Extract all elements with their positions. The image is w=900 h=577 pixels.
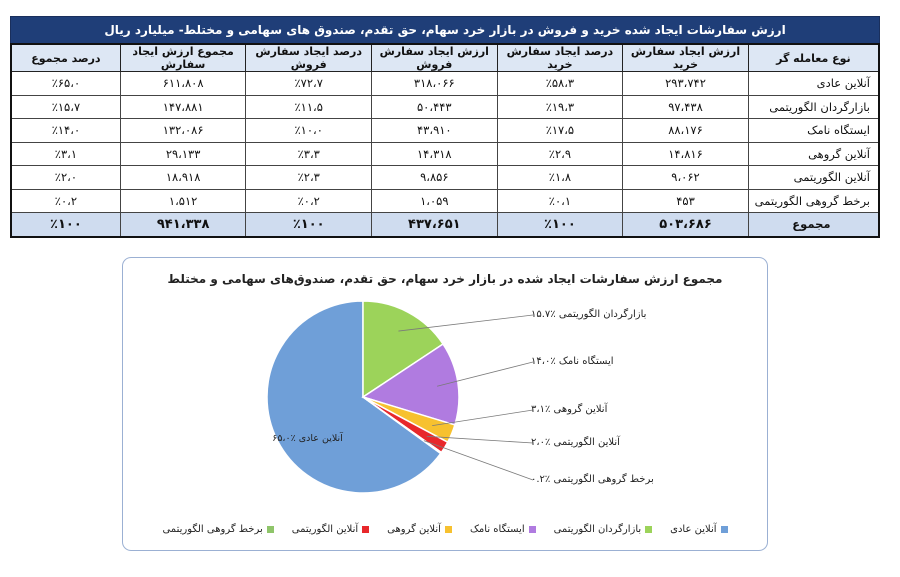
cell-total-percent: ٪۶۵،۰	[11, 72, 120, 96]
pie-label-inside: آنلاین عادی ٪۶۵،۰	[272, 432, 343, 444]
pie-label: آنلاین الگوریتمی ٪۲،۰	[531, 437, 620, 448]
legend-swatch	[267, 526, 274, 533]
cell-sell-percent: ٪۷۲،۷	[246, 72, 372, 96]
cell-trader-type: ایستگاه نامک	[748, 119, 879, 143]
cell-sell-value: ۱۴،۳۱۸	[372, 142, 498, 166]
cell-trader-type: برخط گروهی الگوریتمی	[748, 189, 879, 213]
cell-sell-percent: ٪۳،۳	[246, 142, 372, 166]
cell-sell-value: ۱،۰۵۹	[372, 189, 498, 213]
cell-sell-percent: ٪۱۱،۵	[246, 95, 372, 119]
cell-total-percent: ٪۰،۲	[11, 189, 120, 213]
legend-label: آنلاین الگوریتمی	[291, 524, 359, 535]
cell-total-percent: ٪۱۵،۷	[11, 95, 120, 119]
total-buy-percent: ٪۱۰۰	[497, 213, 623, 237]
legend-label: ایستگاه نامک	[469, 524, 525, 535]
cell-total-value: ۱،۵۱۲	[120, 189, 246, 213]
col-header-sell-value: ارزش ایجاد سفارش فروش	[372, 44, 498, 72]
cell-total-percent: ٪۲،۰	[11, 166, 120, 190]
cell-sell-value: ۹،۸۵۶	[372, 166, 498, 190]
col-header-total-percent: درصد مجموع	[11, 44, 120, 72]
col-header-trader-type: نوع معامله گر	[748, 44, 879, 72]
leader-line	[424, 441, 533, 480]
legend-label: برخط گروهی الگوریتمی	[162, 524, 263, 535]
table-row	[11, 72, 879, 96]
legend-swatch	[721, 526, 728, 533]
legend-item	[670, 524, 727, 535]
legend-swatch	[362, 526, 369, 533]
cell-total-value: ۱۴۷،۸۸۱	[120, 95, 246, 119]
cell-buy-percent: ٪۱،۸	[497, 166, 623, 190]
cell-total-value: ۱۸،۹۱۸	[120, 166, 246, 190]
cell-total-percent: ٪۱۴،۰	[11, 119, 120, 143]
cell-sell-value: ۵۰،۴۴۳	[372, 95, 498, 119]
cell-total-value: ۲۹،۱۳۳	[120, 142, 246, 166]
cell-sell-percent: ٪۲،۳	[246, 166, 372, 190]
cell-buy-value: ۱۴،۸۱۶	[623, 142, 749, 166]
chart-title: مجموع ارزش سفارشات ایجاد شده در بازار خرد سهام، حق تقدم، صندوق‌های سهامی و مختلط	[167, 272, 723, 286]
col-header-sell-percent: درصد ایجاد سفارش فروش	[246, 44, 372, 72]
cell-total-percent: ٪۳،۱	[11, 142, 120, 166]
cell-trader-type: آنلاین الگوریتمی	[748, 166, 879, 190]
cell-buy-value: ۲۹۳،۷۴۲	[623, 72, 749, 96]
cell-sell-value: ۴۳،۹۱۰	[372, 119, 498, 143]
cell-sell-percent: ٪۰،۲	[246, 189, 372, 213]
col-header-buy-percent: درصد ایجاد سفارش خرید	[497, 44, 623, 72]
cell-buy-percent: ٪۱۷،۵	[497, 119, 623, 143]
pie-label: بازارگردان الگوریتمی ٪۱۵.۷	[531, 309, 647, 320]
pie-label: آنلاین گروهی ٪۳،۱	[531, 404, 608, 415]
cell-buy-value: ۸۸،۱۷۶	[623, 119, 749, 143]
total-sell-value: ۴۳۷،۶۵۱	[372, 213, 498, 237]
legend-item	[387, 524, 452, 535]
total-sell-percent: ٪۱۰۰	[246, 213, 372, 237]
pie-label: برخط گروهی الگوریتمی ٪۰.۲	[531, 474, 654, 485]
table-total-row	[11, 213, 879, 237]
col-header-buy-value: ارزش ایجاد سفارش خرید	[623, 44, 749, 72]
table-header-row	[11, 44, 879, 72]
total-buy-value: ۵۰۳،۶۸۶	[623, 213, 749, 237]
legend-item	[470, 524, 536, 535]
cell-sell-value: ۳۱۸،۰۶۶	[372, 72, 498, 96]
legend-label: آنلاین عادی	[670, 524, 717, 535]
cell-trader-type: آنلاین عادی	[748, 72, 879, 96]
table-row	[11, 189, 879, 213]
legend-swatch	[445, 526, 452, 533]
total-total-percent: ٪۱۰۰	[11, 213, 120, 237]
cell-buy-percent: ٪۰،۱	[497, 189, 623, 213]
cell-buy-percent: ٪۵۸،۳	[497, 72, 623, 96]
pie-chart-card	[122, 257, 768, 551]
orders-table	[10, 43, 880, 238]
table-row	[11, 166, 879, 190]
cell-total-value: ۱۳۲،۰۸۶	[120, 119, 246, 143]
cell-buy-value: ۹،۰۶۲	[623, 166, 749, 190]
pie-chart	[123, 258, 767, 550]
cell-buy-value: ۹۷،۴۳۸	[623, 95, 749, 119]
cell-trader-type: آنلاین گروهی	[748, 142, 879, 166]
total-total-value: ۹۴۱،۳۳۸	[120, 213, 246, 237]
cell-buy-percent: ٪۱۹،۳	[497, 95, 623, 119]
legend-label: آنلاین گروهی	[387, 524, 441, 535]
legend-swatch	[645, 526, 652, 533]
table-row	[11, 119, 879, 143]
total-label: مجموع	[748, 213, 879, 237]
cell-buy-value: ۴۵۳	[623, 189, 749, 213]
legend-label: بازارگردان الگوریتمی	[553, 524, 642, 535]
legend-swatch	[529, 526, 536, 533]
legend-item	[292, 524, 369, 535]
table-title: ارزش سفارشات ایجاد شده خرید و فروش در بازار خرد سهام، حق تقدم، صندوق های سهامی و مختلط- میلیارد ریال	[10, 16, 880, 43]
cell-trader-type: بازارگردان الگوریتمی	[748, 95, 879, 119]
data-table-panel	[10, 16, 880, 238]
cell-buy-percent: ٪۲،۹	[497, 142, 623, 166]
cell-total-value: ۶۱۱،۸۰۸	[120, 72, 246, 96]
cell-sell-percent: ٪۱۰،۰	[246, 119, 372, 143]
col-header-total-value: مجموع ارزش ایجاد سفارش	[120, 44, 246, 72]
table-row	[11, 142, 879, 166]
legend-item	[554, 524, 653, 535]
pie-label: ایستگاه نامک ٪۱۴،۰	[531, 356, 614, 367]
legend-item	[162, 524, 273, 535]
table-row	[11, 95, 879, 119]
chart-legend	[123, 524, 767, 535]
